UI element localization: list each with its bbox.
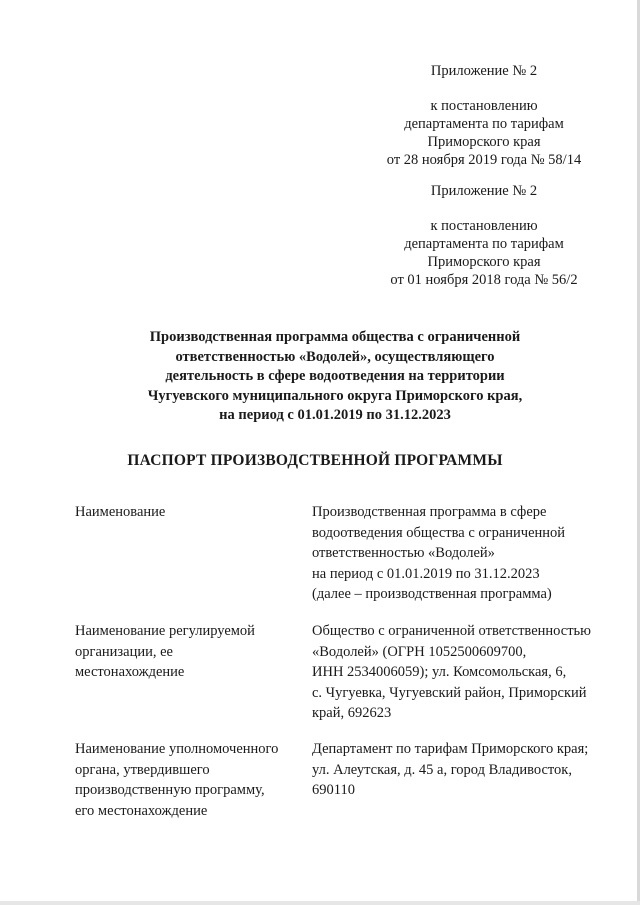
passport-label-line: Наименование xyxy=(75,504,166,520)
passport-value-line: на период с 01.01.2019 по 31.12.2023 xyxy=(312,565,540,582)
passport-row-value xyxy=(312,502,612,605)
appendix-current xyxy=(376,62,592,169)
passport-value-line: ответственностью «Водолей» xyxy=(312,545,495,561)
passport-value-line: Департамент по тарифам Приморского края; xyxy=(312,741,589,757)
passport-heading: ПАСПОРТ ПРОИЗВОДСТВЕННОЙ ПРОГРАММЫ xyxy=(127,452,503,469)
passport-row-value xyxy=(312,739,612,801)
appendix-original-line: от 01 ноября 2018 года № 56/2 xyxy=(390,272,578,288)
appendix-current-line: департамента по тарифам xyxy=(404,116,564,132)
passport-row-label xyxy=(75,621,290,683)
appendix-original-line: к постановлению xyxy=(430,218,538,234)
appendix-original-line: департамента по тарифам xyxy=(404,236,564,252)
appendix-original-line: Приморского края xyxy=(427,254,541,270)
passport-value-line: водоотведения общества с ограниченной xyxy=(312,524,566,541)
passport-value-line: край, 692623 xyxy=(312,705,392,721)
appendix-current-line: к постановлению xyxy=(430,98,538,114)
scan-edge-bottom xyxy=(0,901,640,905)
passport-value-line: ул. Алеутская, д. 45 а, город Владивосток, xyxy=(312,761,572,778)
passport-value-line: (далее – производственная программа) xyxy=(312,586,552,602)
program-title-line: Производственная программа общества с ограниченной xyxy=(149,329,521,345)
appendix-current-label: Приложение № 2 xyxy=(430,63,538,79)
program-title-line: ответственностью «Водолей», осуществляющего xyxy=(175,348,495,365)
passport-value-line: Общество с ограниченной ответственностью xyxy=(312,623,591,639)
appendix-original xyxy=(376,182,592,289)
passport-label-line: производственную программу, xyxy=(75,782,265,798)
appendix-current-line: Приморского края xyxy=(427,134,541,150)
passport-label-line: Наименование регулируемой xyxy=(75,623,255,639)
passport-row-label xyxy=(75,502,290,523)
program-title xyxy=(100,328,570,426)
passport-label-line: местонахождение xyxy=(75,664,185,680)
passport-value-line: с. Чугуевка, Чугуевский район, Приморский xyxy=(312,684,587,701)
appendix-current-line: от 28 ноября 2019 года № 58/14 xyxy=(386,152,582,168)
program-title-line: деятельность в сфере водоотведения на территории xyxy=(165,368,505,384)
passport-row-value xyxy=(312,621,612,724)
passport-row-label xyxy=(75,739,290,821)
program-title-line: Чугуевского муниципального округа Приморского края, xyxy=(147,387,523,404)
passport-value-line: ИНН 2534006059); ул. Комсомольская, 6, xyxy=(312,664,567,680)
passport-label-line: организации, ее xyxy=(75,643,173,660)
passport-value-line: «Водолей» (ОГРН 1052500609700, xyxy=(312,643,527,660)
appendix-original-label: Приложение № 2 xyxy=(430,183,538,199)
passport-label-line: органа, утвердившего xyxy=(75,761,210,778)
passport-label-line: его местонахождение xyxy=(75,802,208,819)
passport-value-line: 690110 xyxy=(312,782,355,798)
passport-value-line: Производственная программа в сфере xyxy=(312,504,547,520)
program-title-line: на период с 01.01.2019 по 31.12.2023 xyxy=(219,407,451,423)
passport-label-line: Наименование уполномоченного xyxy=(75,741,279,757)
